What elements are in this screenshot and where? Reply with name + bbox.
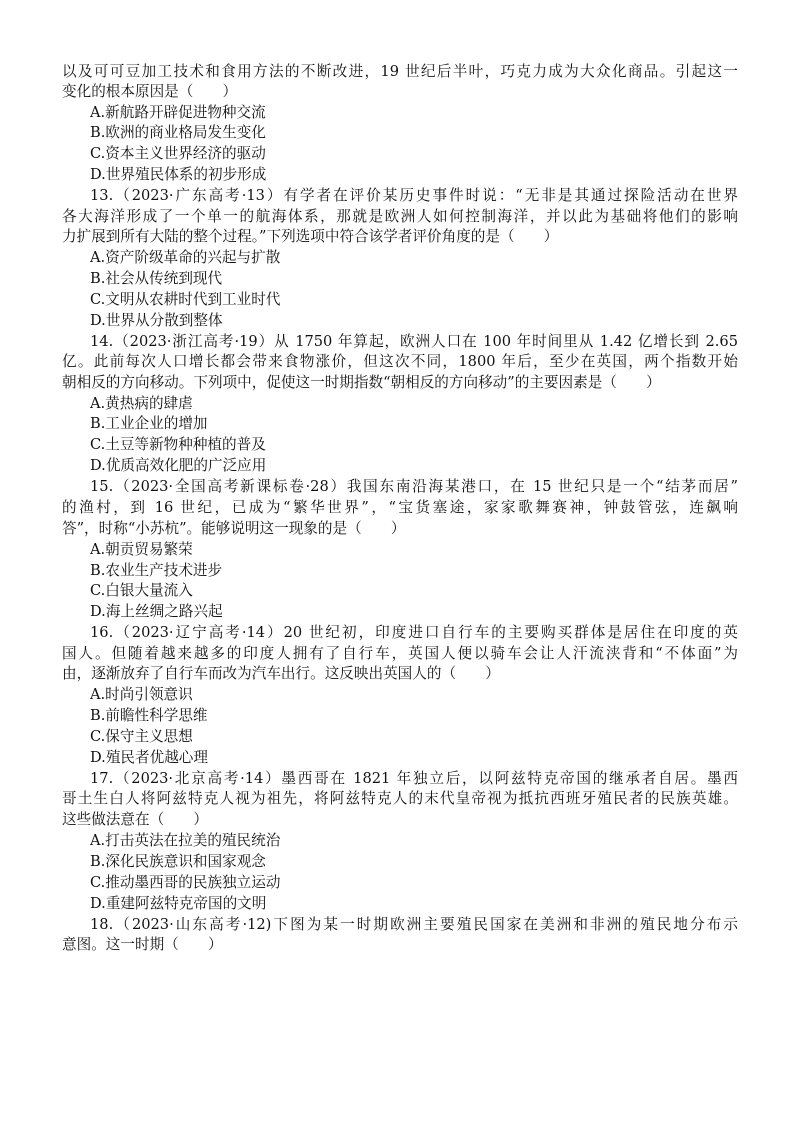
question-14-stem-line-2: 亿。此前每次人口增长都会带来食物涨价，但这次不同，1800 年后，至少在英国，两个指数开始 bbox=[62, 353, 738, 370]
question-18-stem-line-2: 意图。这一时期（ ） bbox=[62, 936, 223, 953]
question-14-option-b[interactable]: B.工业企业的增加 bbox=[90, 415, 208, 432]
question-12-stem-line-2: 变化的根本原因是（ ） bbox=[62, 83, 238, 100]
question-15-stem-line-3: 答”，时称“小苏杭”。能够说明这一现象的是（ ） bbox=[62, 520, 406, 537]
question-14-stem-line-3: 朝相反的方向移动。下列项中，促使这一时期指数“朝相反的方向移动”的主要因素是（ ） bbox=[62, 374, 661, 391]
question-12-option-d[interactable]: D.世界殖民体系的初步形成 bbox=[90, 166, 267, 183]
question-12-option-b[interactable]: B.欧洲的商业格局发生变化 bbox=[90, 124, 266, 141]
question-17-stem-line-1: 17.（2023·北京高考·14）墨西哥在 1821 年独立后，以阿兹特克帝国的继承者自居。墨西 bbox=[90, 770, 738, 787]
question-14-stem-line-1: 14.（2023·浙江高考·19）从 1750 年算起，欧洲人口在 100 年时间里从 1.42 亿增长到 2.65 bbox=[90, 333, 738, 350]
question-15-option-c[interactable]: C.白银大量流入 bbox=[90, 582, 193, 599]
question-15-option-a[interactable]: A.朝贡贸易繁荣 bbox=[90, 541, 193, 558]
question-17-option-d[interactable]: D.重建阿兹特克帝国的文明 bbox=[90, 895, 267, 912]
question-16-option-c[interactable]: C.保守主义思想 bbox=[90, 728, 193, 745]
question-13-stem-line-3: 力扩展到所有大陆的整个过程。”下列选项中符合该学者评价角度的是（ ） bbox=[62, 228, 559, 245]
question-15-option-b[interactable]: B.农业生产技术进步 bbox=[90, 562, 223, 579]
question-15-option-d[interactable]: D.海上丝绸之路兴起 bbox=[90, 603, 223, 620]
question-18-stem-line-1: 18.（2023·山东高考·12)下图为某一时期欧洲主要殖民国家在美洲和非洲的殖民地分布示 bbox=[90, 916, 738, 933]
question-16-stem-line-3: 由，逐渐放弃了自行车而改为汽车出行。这反映出英国人的（ ） bbox=[62, 665, 500, 682]
question-17-option-c[interactable]: C.推动墨西哥的民族独立运动 bbox=[90, 874, 281, 891]
question-17-option-b[interactable]: B.深化民族意识和国家观念 bbox=[90, 853, 266, 870]
question-13-option-a[interactable]: A.资产阶级革命的兴起与扩散 bbox=[90, 249, 281, 266]
question-17-stem-line-2: 哥土生白人将阿兹特克人视为祖先，将阿兹特克人的末代皇帝视为抵抗西班牙殖民者的民族英雄。 bbox=[62, 790, 738, 807]
question-17-stem-line-3: 这些做法意在（ ） bbox=[62, 811, 208, 828]
question-13-option-b[interactable]: B.社会从传统到现代 bbox=[90, 270, 223, 287]
question-16-stem-line-1: 16.（2023·辽宁高考·14）20 世纪初，印度进口自行车的主要购买群体是居住在印度的英 bbox=[90, 624, 738, 641]
question-13-option-c[interactable]: C.文明从农耕时代到工业时代 bbox=[90, 291, 281, 308]
question-12-stem-line-1: 以及可可豆加工技术和食用方法的不断改进，19 世纪后半叶，巧克力成为大众化商品。引起这一 bbox=[62, 63, 738, 80]
question-13-option-d[interactable]: D.世界从分散到整体 bbox=[90, 312, 223, 329]
question-14-option-d[interactable]: D.优质高效化肥的广泛应用 bbox=[90, 457, 267, 474]
question-17-option-a[interactable]: A.打击英法在拉美的殖民统治 bbox=[90, 832, 281, 849]
question-16-option-a[interactable]: A.时尚引领意识 bbox=[90, 686, 193, 703]
question-16-stem-line-2: 国人。但随着越来越多的印度人拥有了自行车，英国人便以骑车会让人汗流浃背和“不体面”为 bbox=[62, 645, 738, 662]
question-16-option-d[interactable]: D.殖民者优越心理 bbox=[90, 749, 208, 766]
question-14-option-a[interactable]: A.黄热病的肆虐 bbox=[90, 395, 193, 412]
question-15-stem-line-1: 15.（2023·全国高考新课标卷·28）我国东南沿海某港口，在 15 世纪只是一个“结茅而居” bbox=[90, 478, 738, 495]
question-12-option-a[interactable]: A.新航路开辟促进物种交流 bbox=[90, 104, 266, 121]
question-13-stem-line-2: 各大海洋形成了一个单一的航海体系，那就是欧洲人如何控制海洋，并以此为基础将他们的影响 bbox=[62, 208, 738, 225]
question-13-stem-line-1: 13.（2023·广东高考·13）有学者在评价某历史事件时说：“无非是其通过探险活动在世界 bbox=[90, 187, 738, 204]
question-16-option-b[interactable]: B.前瞻性科学思维 bbox=[90, 707, 208, 724]
question-12-option-c[interactable]: C.资本主义世界经济的驱动 bbox=[90, 145, 266, 162]
question-15-stem-line-2: 的渔村，到 16 世纪，已成为“繁华世界”，“宝货塞途，家家歌舞赛神，钟鼓管弦，连飙响 bbox=[62, 499, 738, 516]
question-14-option-c[interactable]: C.土豆等新物种种植的普及 bbox=[90, 436, 266, 453]
